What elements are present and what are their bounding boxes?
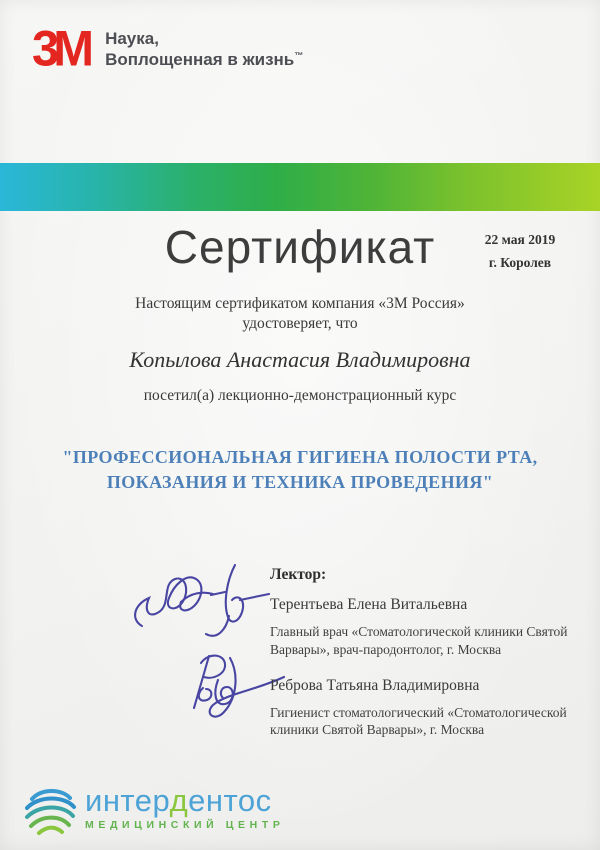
3m-tagline (105, 27, 303, 70)
course-intro: посетил(а) лекционно-демонстрационный курс (143, 387, 457, 404)
lecturer-name: Терентьева Елена Витальевна (270, 596, 468, 613)
lecturers-section (270, 566, 576, 739)
lecturer-description: Гигиенист стоматологический «Стоматологической клиники Святой Варвары», г. Москва (270, 704, 567, 738)
tagline-line1: Наука, (105, 29, 159, 48)
3m-logo: 3M (32, 21, 89, 77)
gradient-stripe (0, 163, 600, 211)
interdentos-globe-icon (23, 784, 77, 838)
lecturer-description: Главный врач «Стоматологической клиники Святой Варвары», врач-пародонтолог, г. Москва (270, 624, 568, 657)
trademark-symbol: ™ (294, 50, 304, 61)
tagline-line2: Воплощенная в жизнь™ (105, 49, 304, 69)
recipient-name: Копылова Анастасия Владимировна (129, 347, 471, 372)
intro-line1: Настоящим сертификатом компания «3М Россия» (135, 295, 465, 312)
date-block (452, 229, 588, 275)
brand-name: интердентос (85, 783, 272, 818)
header (32, 21, 304, 77)
signature-terentyeva (128, 558, 276, 650)
certificate-city: г. Королев (488, 254, 552, 270)
certificate-date: 22 мая 2019 (484, 232, 556, 247)
course-title-line2: ПОКАЗАНИЯ И ТЕХНИКА ПРОВЕДЕНИЯ" (106, 472, 494, 492)
lecturer-heading: Лектор: (270, 566, 327, 583)
certificate-title: Сертификат (164, 221, 436, 273)
footer-brand (23, 784, 284, 838)
lecturer-name: Реброва Татьяна Владимировна (270, 676, 480, 694)
brand-subtitle: МЕДИЦИНСКИЙ ЦЕНТР (85, 819, 285, 831)
course-title-line1: "ПРОФЕССИОНАЛЬНАЯ ГИГИЕНА ПОЛОСТИ РТА, (62, 447, 538, 467)
brand-text-block (85, 784, 284, 831)
intro-line2: удостоверяет, что (242, 315, 358, 332)
